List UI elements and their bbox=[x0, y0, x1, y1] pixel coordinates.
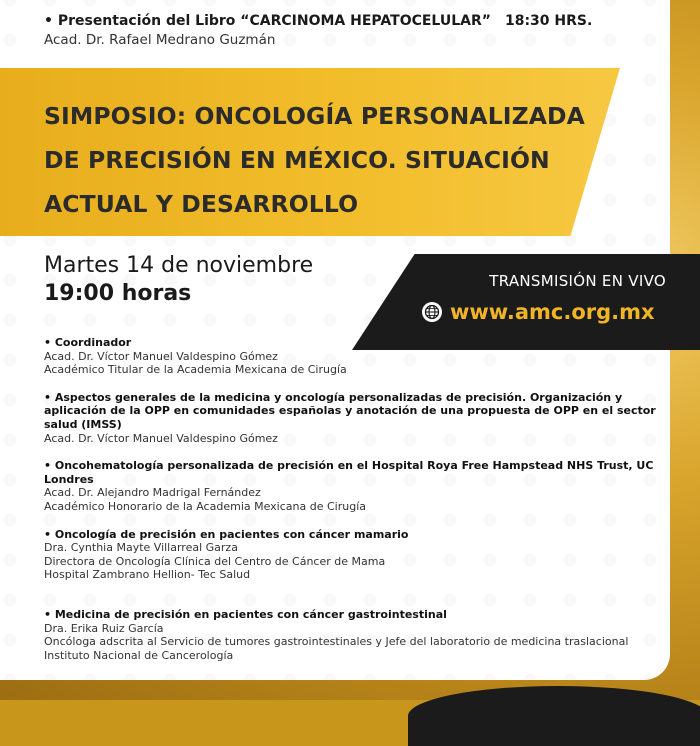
event-day: Martes 14 de noviembre bbox=[44, 253, 314, 278]
program-item: • Medicina de precisión en pacientes con cáncer gastrointestinal Dra. Erika Ruiz García Oncóloga adscrita al Servicio de tumores gastrointestinales y Jefe del laboratorio de medicina traslacional Instituto Nacional de Cancerología bbox=[44, 607, 629, 662]
website-url[interactable]: www.amc.org.mx bbox=[450, 300, 655, 324]
live-stream-label: TRANSMISIÓN EN VIVO bbox=[489, 272, 666, 290]
live-stream-link[interactable] bbox=[422, 300, 668, 324]
program-item: • Coordinador Acad. Dr. Víctor Manuel Valdespino Gómez Académico Titular de la Academia Mexicana de Cirugía bbox=[44, 336, 347, 377]
program-item: • Aspectos generales de la medicina y oncología personalizadas de precisión. Organización y aplicación de la OPP en comunidades españolas y anotación de una propuesta de OPP en el sector salud (IMSS) Acad. Dr. Víctor Manuel Valdespino Gómez bbox=[44, 390, 656, 445]
book-presentation-title: • Presentación del Libro “CARCINOMA HEPATOCELULAR” bbox=[44, 13, 491, 29]
event-hour: 19:00 horas bbox=[44, 281, 192, 306]
program-item: • Oncohematología personalizada de precisión en el Hospital Roya Free Hampstead NHS Trust, UC Londres Acad. Dr. Alejandro Madrigal Fernández Académico Honorario de la Academia Mexicana de Cirugía bbox=[44, 459, 654, 513]
program-list bbox=[44, 336, 674, 676]
bottom-decoration bbox=[408, 686, 700, 746]
event-date bbox=[44, 252, 313, 308]
book-presentation-time: 18:30 HRS. bbox=[504, 13, 593, 29]
program-item: • Oncología de precisión en pacientes con cáncer mamario Dra. Cynthia Mayte Villarreal Garza Directora de Oncología Clínica del Centro de Cáncer de Mama Hospital Zambrano Hellion- Tec Salud bbox=[44, 527, 409, 582]
book-presentation bbox=[44, 12, 674, 50]
book-presentation-speaker: Acad. Dr. Rafael Medrano Guzmán bbox=[44, 32, 276, 48]
globe-icon bbox=[422, 302, 442, 322]
symposium-title: SIMPOSIO: ONCOLOGÍA PERSONALIZADA DE PRECISIÓN EN MÉXICO. SITUACIÓN ACTUAL Y DESARROLLO bbox=[44, 102, 585, 218]
